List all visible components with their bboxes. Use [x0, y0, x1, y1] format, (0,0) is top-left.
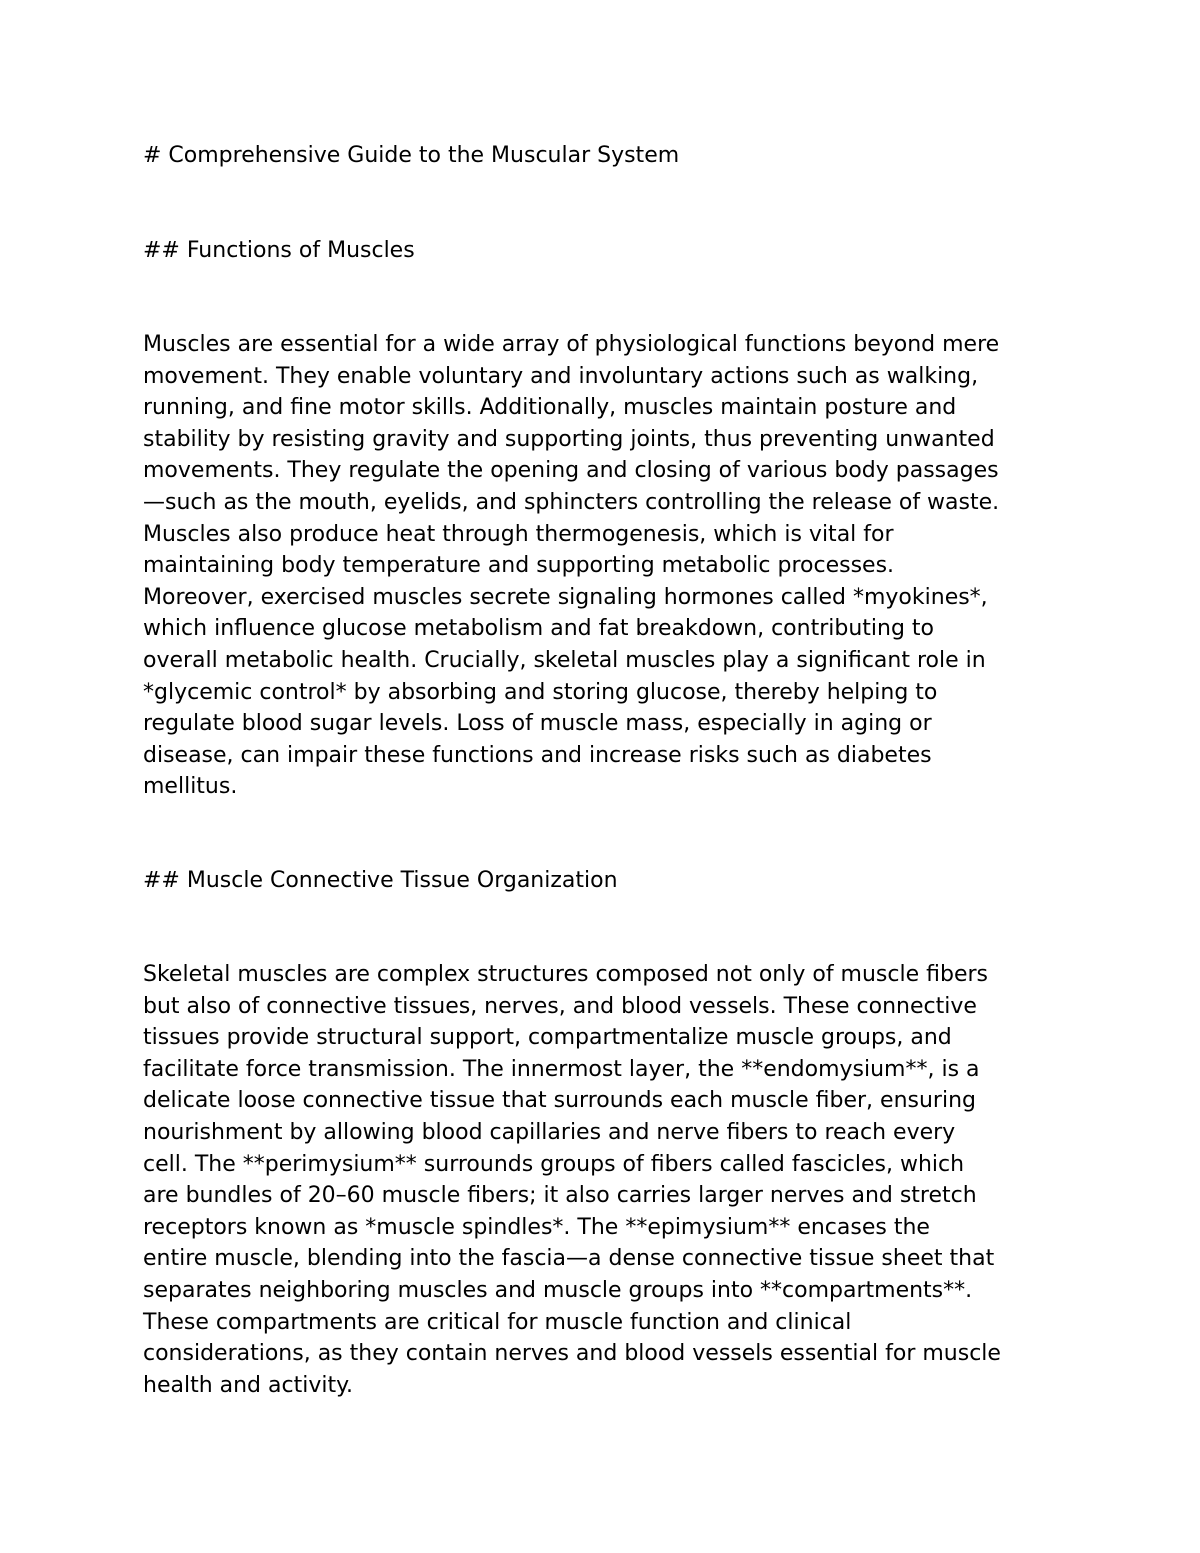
paragraph-line: entire muscle, blending into the fascia—a dense connective tissue sheet that [143, 1246, 995, 1272]
paragraph-line: facilitate force transmission. The innermost layer, the **endomysium**, is a [143, 1056, 980, 1082]
paragraph-line: movement. They enable voluntary and involuntary actions such as walking, [143, 363, 979, 389]
paragraph-line: Skeletal muscles are complex structures composed not only of muscle fibers [143, 962, 988, 987]
paragraph-line: but also of connective tissues, nerves, and blood vessels. These connective [143, 993, 977, 1019]
paragraph-functions [143, 329, 999, 803]
paragraph-line: Moreover, exercised muscles secrete signaling hormones called *myokines*, [143, 584, 988, 610]
paragraph-line: health and activity. [143, 1372, 353, 1398]
paragraph-line: movements. They regulate the opening and closing of various body passages [143, 458, 999, 484]
paragraph-line: delicate loose connective tissue that surrounds each muscle fiber, ensuring [143, 1088, 976, 1114]
paragraph-line: considerations, as they contain nerves and blood vessels essential for muscle [143, 1341, 1001, 1367]
paragraph-line: which influence glucose metabolism and fat breakdown, contributing to [143, 616, 934, 642]
paragraph-line: running, and fine motor skills. Additionally, muscles maintain posture and [143, 395, 957, 421]
paragraph-line: separates neighboring muscles and muscle groups into **compartments**. [143, 1277, 973, 1303]
paragraph-line: disease, can impair these functions and increase risks such as diabetes [143, 742, 932, 768]
document-title: # Comprehensive Guide to the Muscular System [143, 143, 680, 168]
paragraph-line: stability by resisting gravity and supporting joints, thus preventing unwanted [143, 426, 995, 452]
section-heading-functions: ## Functions of Muscles [143, 238, 415, 263]
paragraph-line: maintaining body temperature and supporting metabolic processes. [143, 553, 895, 579]
paragraph-line: Muscles are essential for a wide array of physiological functions beyond mere [143, 332, 1000, 357]
paragraph-line: cell. The **perimysium** surrounds groups of fibers called fascicles, which [143, 1151, 965, 1177]
paragraph-line: are bundles of 20–60 muscle fibers; it also carries larger nerves and stretch [143, 1183, 977, 1209]
paragraph-line: nourishment by allowing blood capillaries and nerve fibers to reach every [143, 1119, 956, 1145]
paragraph-line: tissues provide structural support, compartmentalize muscle groups, and [143, 1025, 952, 1051]
paragraph-line: mellitus. [143, 774, 238, 800]
paragraph-line: *glycemic control* by absorbing and storing glucose, thereby helping to [143, 679, 938, 705]
paragraph-line: receptors known as *muscle spindles*. The **epimysium** encases the [143, 1214, 930, 1240]
paragraph-line: —such as the mouth, eyelids, and sphincters controlling the release of waste. [143, 489, 1000, 515]
paragraph-connective-tissue [143, 959, 1001, 1401]
section-heading-connective-tissue: ## Muscle Connective Tissue Organization [143, 868, 618, 893]
paragraph-line: These compartments are critical for muscle function and clinical [143, 1309, 852, 1335]
paragraph-line: regulate blood sugar levels. Loss of muscle mass, especially in aging or [143, 711, 932, 737]
paragraph-line: overall metabolic health. Crucially, skeletal muscles play a significant role in [143, 647, 986, 673]
paragraph-line: Muscles also produce heat through thermogenesis, which is vital for [143, 521, 894, 547]
